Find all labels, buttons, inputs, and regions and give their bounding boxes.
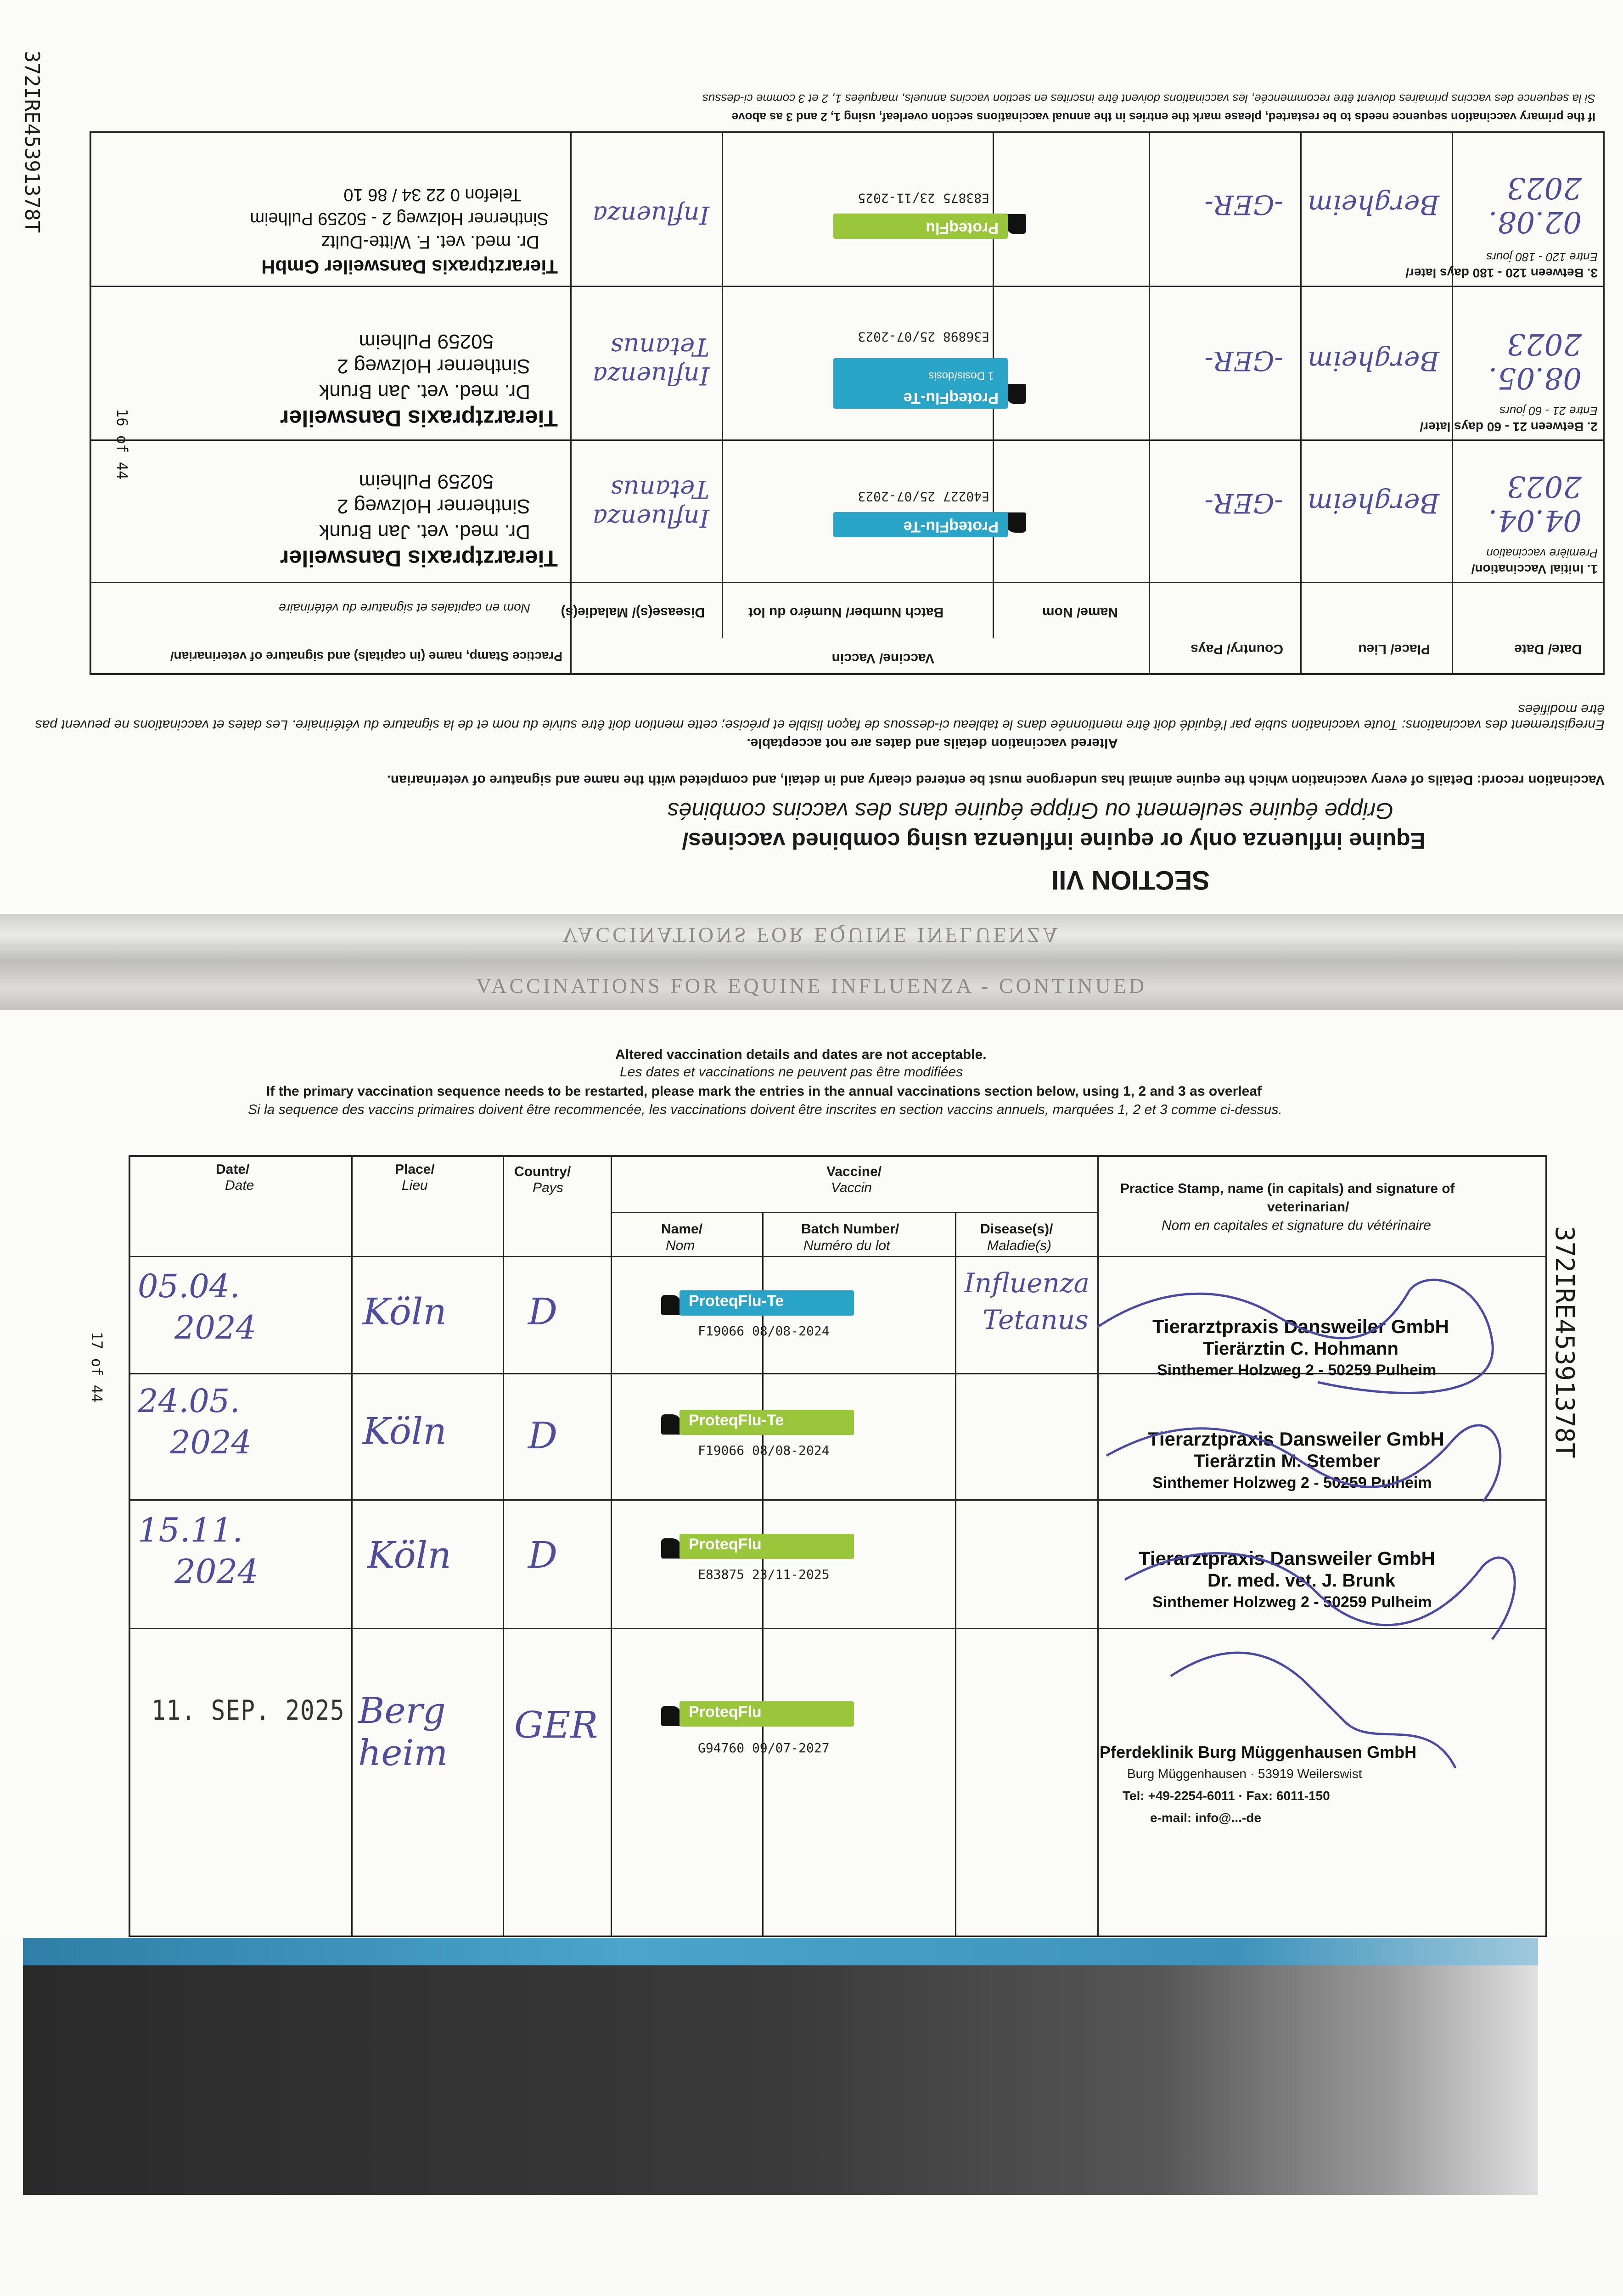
passport-id: 372IRE45391378T bbox=[1550, 1226, 1579, 1458]
horse-logo-icon bbox=[1006, 512, 1026, 533]
date-value: 02.08. 2023 bbox=[1488, 171, 1582, 239]
place-value: Köln bbox=[367, 1534, 451, 1576]
fold-text: VACCINATIONS FOR EQUINE INFLUENZA - CONTINUED bbox=[476, 974, 1147, 997]
passport-id: 372IRE45391378T bbox=[20, 51, 44, 233]
date-value-line2: 2024 bbox=[174, 1309, 257, 1346]
batch-value: F19066 08/08-2024 bbox=[698, 1443, 830, 1458]
sticker-brand: ProteqFlu-Te bbox=[903, 518, 999, 535]
horse-logo-icon bbox=[661, 1706, 681, 1726]
sticker-dose: 1 Dosis/dosis bbox=[928, 370, 994, 382]
horse-logo-icon bbox=[661, 1414, 681, 1435]
vaccine-sticker bbox=[810, 321, 1012, 413]
header-stamp: Practice Stamp, name (in capitals) and signature of bbox=[1120, 1181, 1455, 1196]
header-name-fr: Nom bbox=[666, 1238, 695, 1253]
upper-page: SECTION VII Equine influenza only or equine influenza using combined vaccines/ Grippe équine seulement ou Grippe équine dans des vaccins combinés Vaccination record: Details of every vaccination which the equine animal has undergone must be entered clearly and in detail, and completed with the name and signature of veterinarian. Altered vaccination details and dates are not acceptable. Enregistrement des vaccinations: Toute vaccination subie par l'équidé doit être mentionnée dans le tableau ci-dessous de façon lisible et précise; cette mention doit être suivie du nom et de la signature du vétérinaire. Les dates et vaccinations ne peuvent pas être modifiées Date/ Date Place/ Lieu Country/ Pays Vaccine/ Vaccin Name/ Nom Batch Number/ Numéro du lot Disease(s)/ Maladie(s) Practice Stamp, name (in capitals) and signature of veterinarian/ Nom en capitales et signature du vétérinaire 1. Initial Vaccination/ Première vaccination 04.04. 2023 Bergheim -GER- ProteqFlu-Te E40227 25/07-2023 Influenza Tetanus Tierarztpraxis Dansweiler Dr. med. vet. Jan Brunk Sintherner Holzweg 2 50259 Pulheim 2. Between 21 - 60 days later/ Entre 21 - 60 jours 08.05. 2023 Bergheim -GER- ProteqFlu-Te 1 Dosis/dosis E36898 25/07-2023 Influenza Tetanus Tierarztpraxis Dansweiler Dr. med. vet. Jan Brunk Sintherner Holzweg 2 50259 Pulheim 3. Between 120 - 180 days later/ Entre 120 - 180 jours 02.08. 2023 Bergheim -GER- ProteqFlu E83875 23/11-2025 Influenza Tierarztpraxis Dansweiler GmbH Dr. med. vet. F. Witte-Dultz Sintherner Holzweg 2 - 50259 Pulheim Telefon 0 22 34 / 86 10 If the primary vaccination sequence needs to be restarted, please mark the entries in the annual vaccinations section overleaf, using 1, 2 and 3 as above Si la sequence des vaccins primaires doivent être recommencée, les vaccinations doivent être inscrites en section vaccins annuels, marquées 1, 2 et 3 comme ci-dessus 372IRE45391378T 16 of 44 bbox=[0, 0, 1623, 914]
country-value: D bbox=[528, 1414, 558, 1457]
row-label: 2. Between 21 - 60 days later/ bbox=[1420, 420, 1598, 434]
record-en: Vaccination record: Details of every vaccination which the equine animal has undergone must be entered clearly and in detail, and completed with the name and signature of veterinarian. bbox=[387, 772, 1605, 788]
date-value-line2: 2024 bbox=[174, 1552, 259, 1591]
country-value: GER bbox=[514, 1704, 598, 1746]
altered-en: Altered vaccination details and dates are not acceptable. bbox=[747, 736, 1118, 751]
altered-fr: Les dates et vaccinations ne peuvent pas être modifiées bbox=[620, 1064, 963, 1080]
header-place: Place/ Lieu bbox=[1358, 642, 1430, 657]
header-batch: Batch Number/ bbox=[801, 1221, 899, 1237]
country-value: -GER- bbox=[1204, 488, 1283, 519]
sticker-brand: ProteqFlu-Te bbox=[689, 1292, 784, 1310]
header-vaccine: Vaccine/ Vaccin bbox=[831, 651, 934, 666]
batch-value: E40227 25/07-2023 bbox=[858, 489, 989, 504]
header-disease: Disease(s)/ Maladie(s) bbox=[561, 605, 705, 620]
date-value-line1: 05.04. bbox=[138, 1267, 240, 1305]
place-value: Berg heim bbox=[358, 1690, 448, 1774]
restart-fr: Si la sequence des vaccins primaires doivent être recommencée, les vaccinations doivent être inscrites en section vaccins annuels, marquées 1, 2 et 3 comme ci-dessus. bbox=[248, 1102, 1282, 1117]
sticker-brand: ProteqFlu bbox=[689, 1536, 762, 1553]
header-vaccine: Vaccine/ bbox=[826, 1164, 882, 1179]
place-value: Bergheim bbox=[1307, 189, 1439, 220]
header-country: Country/ bbox=[514, 1164, 571, 1179]
header-stamp: Practice Stamp, name (in capitals) and signature of veterinarian/ bbox=[170, 649, 562, 664]
row-label-fr: Entre 120 - 180 jours bbox=[1486, 250, 1598, 264]
country-value: D bbox=[528, 1290, 558, 1333]
lower-page: Altered vaccination details and dates are not acceptable. Les dates et vaccinations ne peuvent pas être modifiées If the primary vaccination sequence needs to be restarted, please mark the entries in the annual vaccinations section below, using 1, 2 and 3 as overleaf Si la sequence des vaccins primaires doivent être recommencée, les vaccinations doivent être inscrites en section vaccins annuels, marquées 1, 2 et 3 comme ci-dessus. Date/ Date Place/ Lieu Country/ Pays Vaccine/ Vaccin Name/ Nom Batch Number/ Numéro du lot Disease(s)/ Maladie(s) Practice Stamp, name (in capitals) and signature of veterinarian/ Nom en capitales et signature du vétérinaire 05.04. 2024 Köln D ProteqFlu-Te F19066 08/08-2024 Influenza Tetanus Tierarztpraxis Dansweiler GmbH Tierärztin C. Hohmann Sinthemer Holzweg 2 - 50259 Pulheim 24.05. 2024 Köln D ProteqFlu-Te F19066 08/08-2024 Tierarztpraxis Dansweiler GmbH Tierärztin M. Stember Sinthemer Holzweg 2 - 50259 Pulheim 15.11. 2024 Köln D ProteqFlu E83875 23/11-2025 Tierarztpraxis Dansweiler GmbH Dr. med. vet. J. Brunk Sinthemer Holzweg 2 - 50259 Pulheim 11. SEP. 2025 Berg heim GER ProteqFlu G94760 09/07-2027 Pferdeklinik Burg Müggenhausen GmbH Burg Müggenhausen · 53919 Weilerswist Tel: +49-2254-6011 · Fax: 6011-150 e-mail: info@...-de 372IRE45391378T 17 of 44 bbox=[0, 1010, 1623, 1938]
header-stamp-2: veterinarian/ bbox=[1267, 1199, 1349, 1215]
sticker-brand: ProteqFlu bbox=[689, 1703, 762, 1721]
header-country: Country/ Pays bbox=[1191, 642, 1283, 657]
passport-cover-shadow bbox=[23, 1965, 1538, 2195]
header-disease: Disease(s)/ bbox=[980, 1221, 1053, 1237]
row-label: 1. Initial Vaccination/ bbox=[1471, 562, 1598, 576]
date-value-line2: 2024 bbox=[170, 1424, 252, 1461]
header-stamp-fr: Nom en capitales et signature du vétérinaire bbox=[279, 601, 530, 615]
disease-value: Influenza Tetanus bbox=[592, 332, 709, 390]
date-value: 08.05. 2023 bbox=[1488, 327, 1582, 395]
horse-logo-icon bbox=[1006, 214, 1026, 234]
restart-en: If the primary vaccination sequence needs to be restarted, please mark the entries in the annual vaccinations section below, using 1, 2 and 3 as overleaf bbox=[266, 1084, 1262, 1099]
header-batch-fr: Numéro du lot bbox=[803, 1238, 890, 1253]
page-fold bbox=[0, 914, 1623, 1019]
altered-en: Altered vaccination details and dates are not acceptable. bbox=[615, 1047, 987, 1062]
vaccine-sticker bbox=[675, 1405, 877, 1460]
country-value: D bbox=[528, 1534, 558, 1576]
sticker-brand: ProteqFlu bbox=[926, 219, 999, 237]
batch-value: E83875 23/11-2025 bbox=[858, 191, 989, 206]
section-title: SECTION VII bbox=[1051, 865, 1210, 895]
place-value: Bergheim bbox=[1307, 345, 1439, 377]
heading-fr: Grippe équine seulement ou Grippe équine dans des vaccins combinés bbox=[667, 798, 1393, 824]
header-stamp-fr: Nom en capitales et signature du vétérinaire bbox=[1162, 1218, 1431, 1233]
page-number: 16 of 44 bbox=[113, 409, 131, 480]
fold-text-mirrored: VACCINATIONS FOR EQUINE INFLUENZA bbox=[562, 923, 1061, 947]
header-vaccine-fr: Vaccin bbox=[831, 1180, 872, 1195]
header-date: Date/ bbox=[216, 1162, 250, 1177]
date-value: 04.04. 2023 bbox=[1488, 469, 1582, 537]
header-name: Name/ bbox=[661, 1221, 703, 1237]
row-label-fr: Entre 21 - 60 jours bbox=[1499, 404, 1598, 418]
header-date-fr: Date bbox=[225, 1178, 254, 1193]
country-value: -GER- bbox=[1204, 345, 1283, 377]
date-value-line1: 24.05. bbox=[138, 1382, 240, 1420]
place-value: Bergheim bbox=[1307, 488, 1439, 519]
disease-value: Influenza Tetanus bbox=[592, 475, 709, 533]
horse-logo-icon bbox=[661, 1295, 681, 1315]
header-place-fr: Lieu bbox=[402, 1178, 428, 1193]
passport-cover-edge bbox=[23, 1938, 1538, 1965]
row-label: 3. Between 120 - 180 days later/ bbox=[1405, 266, 1598, 280]
date-value-stamp: 11. SEP. 2025 bbox=[152, 1694, 345, 1727]
disease-value: Influenza bbox=[592, 201, 709, 230]
veterinarian-signatures bbox=[1079, 1263, 1538, 1929]
sticker-brand: ProteqFlu-Te bbox=[689, 1412, 784, 1429]
country-value: -GER- bbox=[1204, 189, 1283, 220]
header-place: Place/ bbox=[395, 1162, 435, 1177]
place-value: Köln bbox=[363, 1410, 447, 1452]
place-value: Köln bbox=[363, 1290, 447, 1333]
vaccine-sticker bbox=[810, 487, 1012, 542]
header-date: Date/ Date bbox=[1514, 642, 1582, 657]
disease-value-line2: Tetanus bbox=[983, 1304, 1089, 1335]
batch-value: E83875 23/11-2025 bbox=[698, 1567, 830, 1582]
date-value-line1: 15.11. bbox=[138, 1511, 243, 1549]
header-country-fr: Pays bbox=[533, 1180, 563, 1195]
sticker-brand: ProteqFlu-Te bbox=[903, 389, 999, 407]
vaccine-sticker bbox=[675, 1529, 877, 1584]
horse-logo-icon bbox=[661, 1538, 681, 1559]
vaccine-sticker bbox=[675, 1697, 877, 1756]
page-number: 17 of 44 bbox=[88, 1332, 106, 1403]
restart-fr: Si la sequence des vaccins primaires doivent être recommencée, les vaccinations doivent être inscrites en section vaccins annuels, marquées 1, 2 et 3 comme ci-dessus bbox=[702, 92, 1595, 106]
disease-value-line1: Influenza bbox=[964, 1267, 1090, 1299]
batch-value: F19066 08/08-2024 bbox=[698, 1323, 830, 1339]
batch-value: G94760 09/07-2027 bbox=[698, 1740, 830, 1756]
row-label-fr: Première vaccination bbox=[1486, 546, 1598, 560]
header-disease-fr: Maladie(s) bbox=[987, 1238, 1052, 1253]
vaccine-sticker bbox=[675, 1286, 877, 1341]
horse-logo-icon bbox=[1006, 384, 1026, 404]
header-name: Name/ Nom bbox=[1042, 605, 1118, 620]
heading-en: Equine influenza only or equine influenza using combined vaccines/ bbox=[682, 828, 1426, 854]
header-batch: Batch Number/ Numéro du lot bbox=[748, 605, 943, 620]
vaccine-sticker bbox=[810, 188, 1012, 243]
record-fr: Enregistrement des vaccinations: Toute vaccination subie par l'équidé doit être mentionnée dans le tableau ci-dessous de façon lisible et précise; cette mention doit être suivie du nom et de la signature du vétérinaire. Les dates et vaccinations ne peuvent pas être modifiées bbox=[35, 702, 1605, 732]
batch-value: E36898 25/07-2023 bbox=[858, 329, 989, 344]
restart-en: If the primary vaccination sequence needs to be restarted, please mark the entries in the annual vaccinations section overleaf, using 1, 2 and 3 as above bbox=[731, 110, 1595, 124]
